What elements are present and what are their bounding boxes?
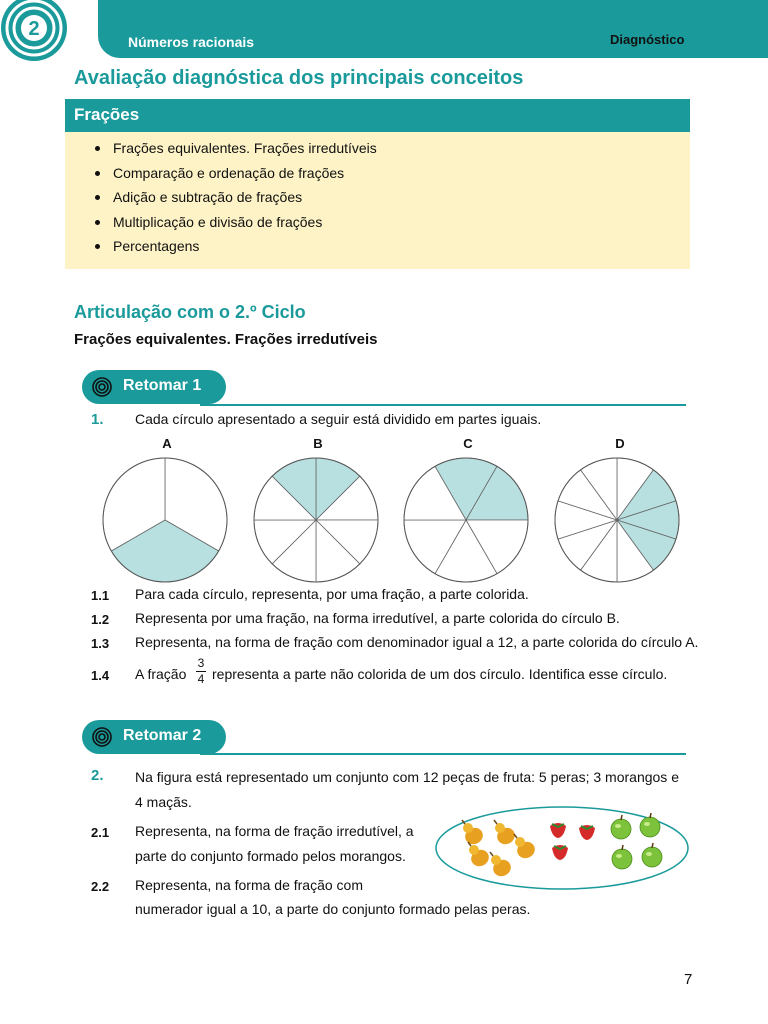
spiral-icon <box>92 377 112 397</box>
question-text: Cada círculo apresentado a seguir está dividido em partes iguais. <box>135 411 542 427</box>
retomar-1-label: Retomar 1 <box>123 377 202 394</box>
subquestion-text-line1: Representa, na forma de fração com <box>135 877 364 893</box>
page-number: 7 <box>684 971 693 988</box>
topic-list <box>95 139 377 262</box>
page-title: Avaliação diagnóstica dos principais conceitos <box>74 67 524 89</box>
subquestion-text-line2: numerador igual a 10, a parte do conjunto formado pelas peras. <box>135 901 531 917</box>
question-text-line1: Na figura está representado um conjunto com 12 peças de fruta: 5 peras; 3 morangos e <box>135 769 679 785</box>
divider <box>200 404 686 406</box>
subquestion-text: Representa por uma fração, na forma irredutível, a parte colorida do círculo B. <box>135 610 620 626</box>
list-item: Comparação e ordenação de frações <box>95 164 377 189</box>
circle-label-d: D <box>615 436 625 451</box>
chapter-number: 2 <box>28 18 40 40</box>
fruit-set-illustration <box>434 805 690 891</box>
list-item: Frações equivalentes. Frações irredutíveis <box>95 139 377 164</box>
retomar-2-badge <box>82 720 226 754</box>
subquestion-text: Para cada círculo, representa, por uma fração, a parte colorida. <box>135 586 529 602</box>
circle-label-a: A <box>162 436 172 451</box>
section-subtitle: Frações equivalentes. Frações irredutíveis <box>74 331 378 348</box>
spiral-icon <box>92 727 112 747</box>
fraction-circles <box>92 455 692 585</box>
question-number: 1. <box>91 411 104 428</box>
subquestion-text-line2: parte do conjunto formado pelos morangos. <box>135 848 406 864</box>
subquestion-text-line1: Representa, na forma de fração irredutível, a <box>135 823 414 839</box>
chapter-title: Números racionais <box>128 34 255 50</box>
subquestion-number: 1.2 <box>91 612 110 627</box>
divider <box>200 753 686 755</box>
circle-label-c: C <box>463 436 473 451</box>
list-item: Multiplicação e divisão de frações <box>95 213 377 238</box>
subquestion-number: 2.2 <box>91 879 110 894</box>
retomar-1-badge <box>82 370 226 404</box>
question-text-line2: 4 maçãs. <box>135 794 192 810</box>
circle-label-b: B <box>313 436 323 451</box>
subquestion-text: Representa, na forma de fração com denominador igual a 12, a parte colorida do círculo A. <box>135 634 699 650</box>
section-title: Articulação com o 2.º Ciclo <box>74 302 306 322</box>
subquestion-number: 1.1 <box>91 588 110 603</box>
topics-box-header <box>65 99 690 132</box>
question-number: 2. <box>91 767 104 784</box>
list-item: Percentagens <box>95 237 377 262</box>
page-header <box>0 0 768 58</box>
fraction-numerator: 3 <box>197 656 205 670</box>
chapter-badge-icon <box>0 0 80 66</box>
subquestion-number: 1.4 <box>91 668 110 683</box>
fraction <box>195 657 207 686</box>
retomar-2-label: Retomar 2 <box>123 727 202 744</box>
fraction-denominator: 4 <box>197 672 205 686</box>
subquestion-number: 1.3 <box>91 636 110 651</box>
list-item: Adição e subtração de frações <box>95 188 377 213</box>
subquestion-number: 2.1 <box>91 825 110 840</box>
subquestion-text-after: representa a parte não colorida de um dos círculo. Identifica esse círculo. <box>212 666 668 682</box>
section-label: Diagnóstico <box>610 32 685 47</box>
topics-box-title: Frações <box>74 105 140 124</box>
subquestion-text-before: A fração <box>135 666 187 682</box>
